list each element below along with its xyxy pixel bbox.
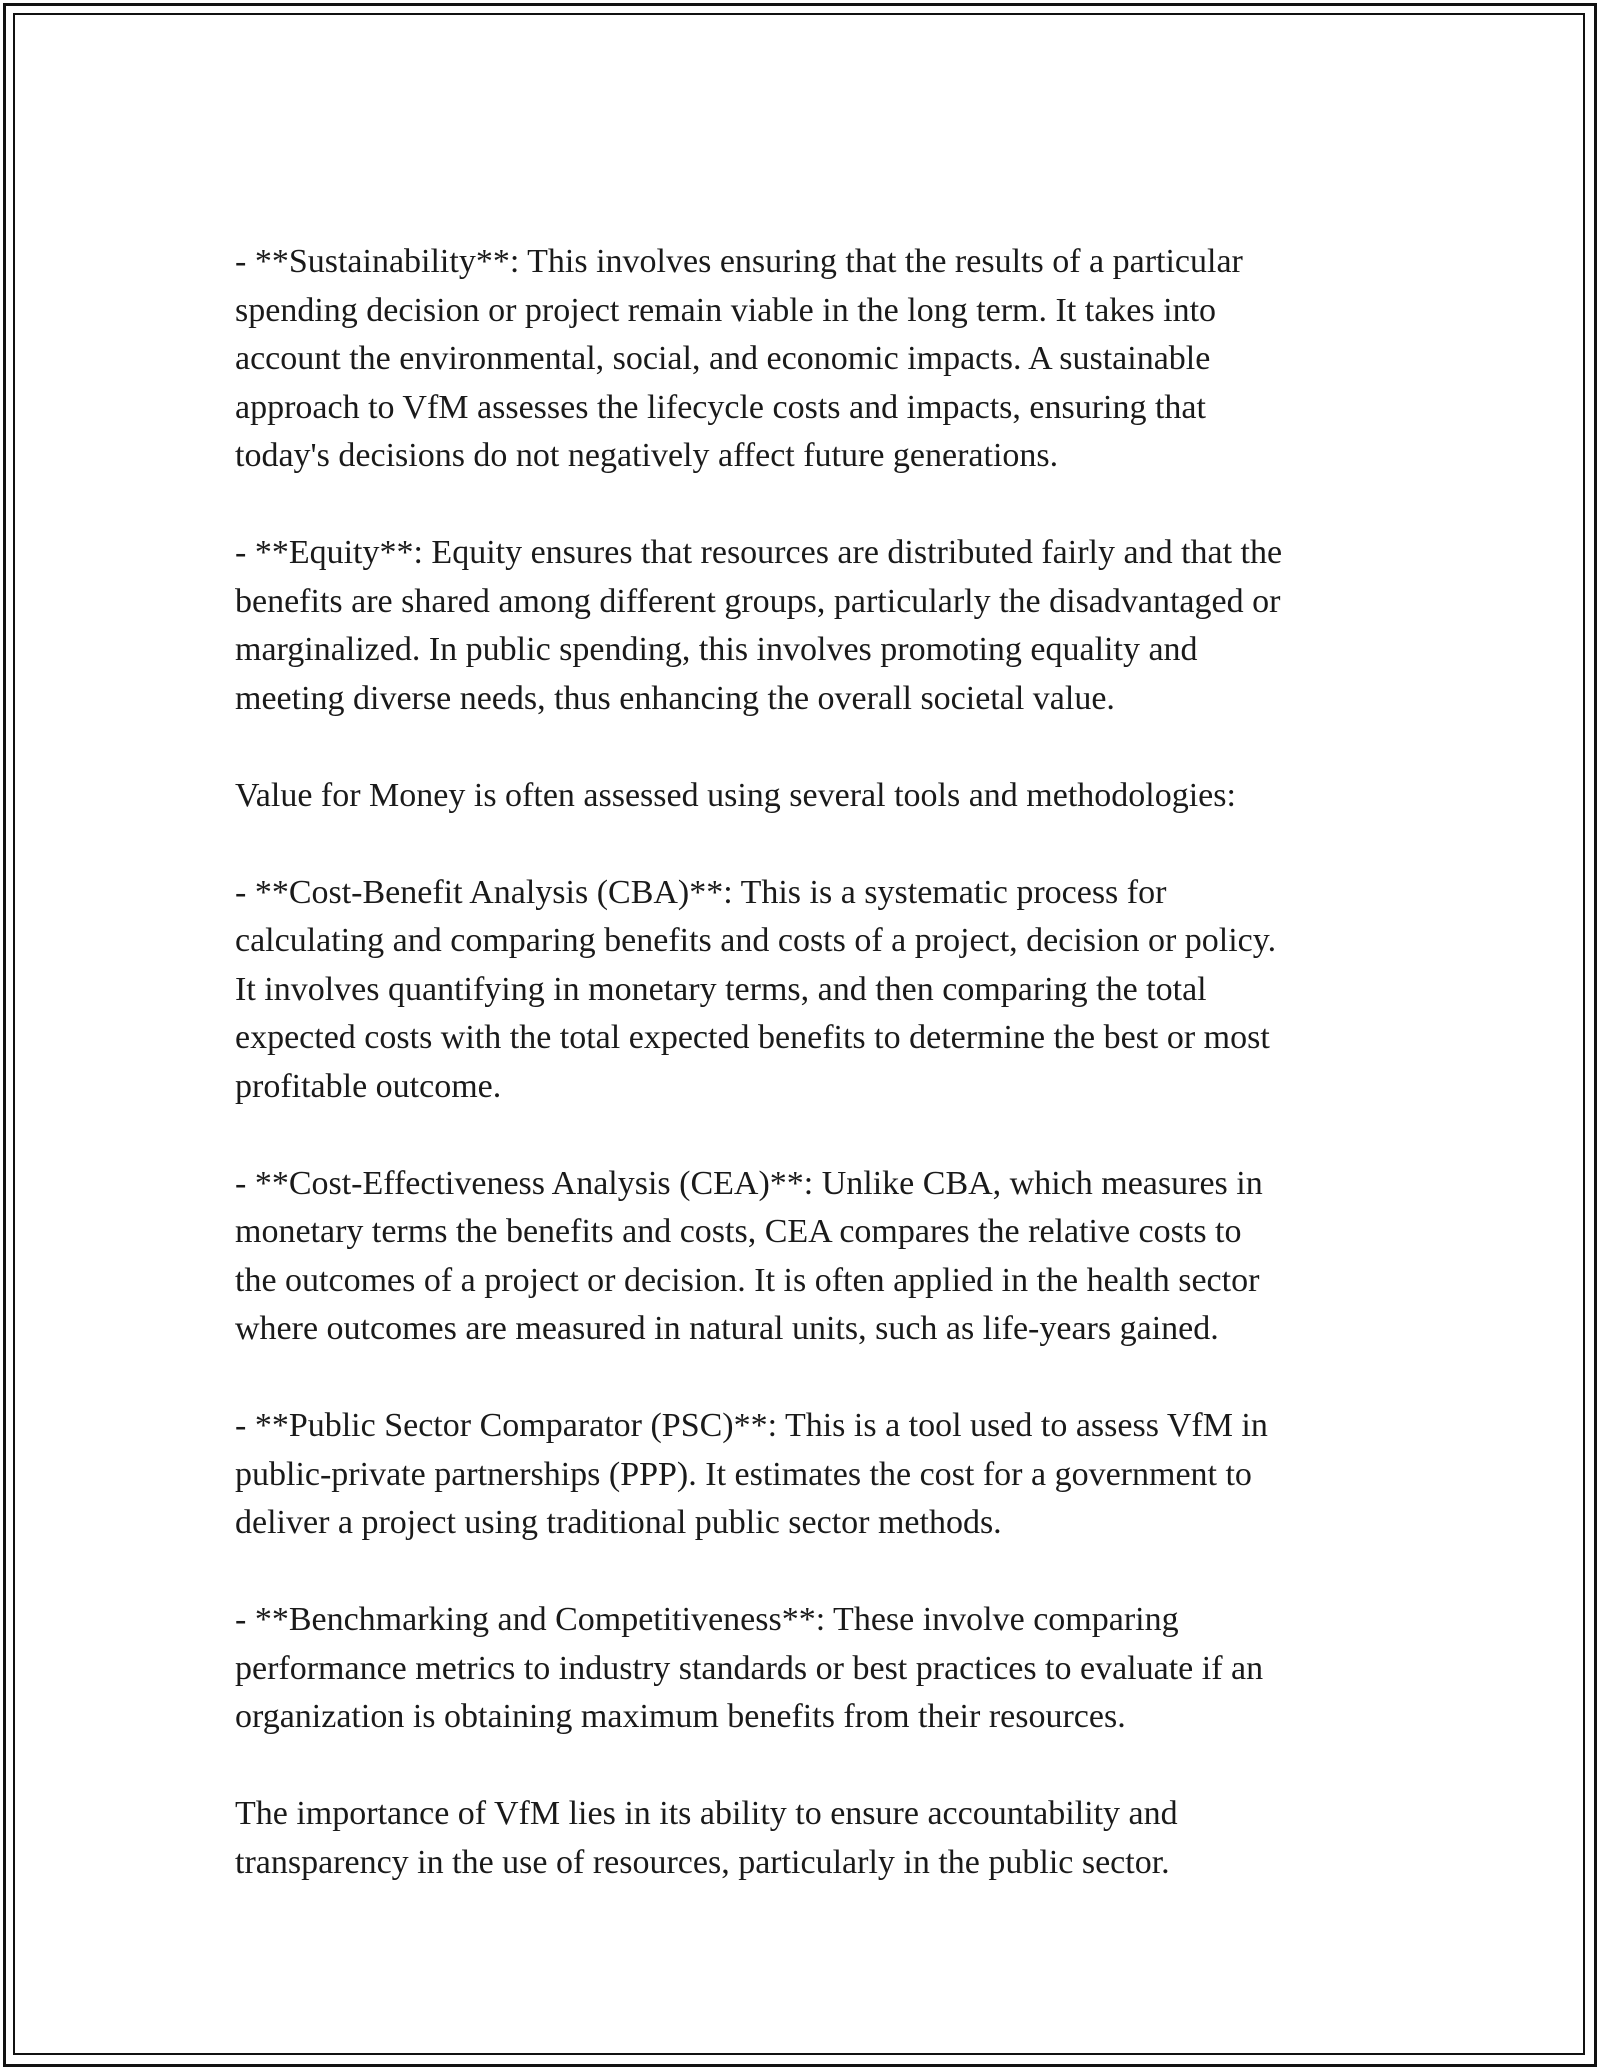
paragraph-vfm-intro: Value for Money is often assessed using several tools and methodologies: [235, 776, 1236, 814]
paragraph-benchmarking: - **Benchmarking and Competitiveness**: These involve comparing performance metrics to industry standards or best practices to evaluate if an organization is obtaining maximum benefits from their resources. [235, 1601, 1264, 1735]
paragraph-sustainability: - **Sustainability**: This involves ensuring that the results of a particular spending decision or project remain viable in the long term. It takes into account the environmental, social, and economic impacts. A sustainable approach to VfM assesses the lifecycle costs and impacts, ensuring that today's decisions do not negatively affect future generations. [235, 243, 1243, 474]
paragraph-psc: - **Public Sector Comparator (PSC)**: This is a tool used to assess VfM in public-private partnerships (PPP). It estimates the cost for a government to deliver a project using traditional public sector methods. [235, 1407, 1268, 1541]
paragraph-cba: - **Cost-Benefit Analysis (CBA)**: This is a systematic process for calculating and comparing benefits and costs of a project, decision or policy. It involves quantifying in monetary terms, and then comparing the total expected costs with the total expected benefits to determine the best or most profitable outcome. [235, 873, 1277, 1105]
document-body [235, 238, 1395, 1887]
paragraph-importance: The importance of VfM lies in its ability to ensure accountability and transparency in the use of resources, particularly in the public sector. [235, 1795, 1178, 1881]
paragraph-cea: - **Cost-Effectiveness Analysis (CEA)**: Unlike CBA, which measures in monetary terms the benefits and costs, CEA compares the relative costs to the outcomes of a project or decision. It is often applied in the health sector where outcomes are measured in natural units, such as life-years gained. [235, 1164, 1263, 1347]
paragraph-equity: - **Equity**: Equity ensures that resources are distributed fairly and that the benefits are shared among different groups, particularly the disadvantaged or marginalized. In public spending, this involves promoting equality and meeting diverse needs, thus enhancing the overall societal value. [235, 534, 1283, 717]
